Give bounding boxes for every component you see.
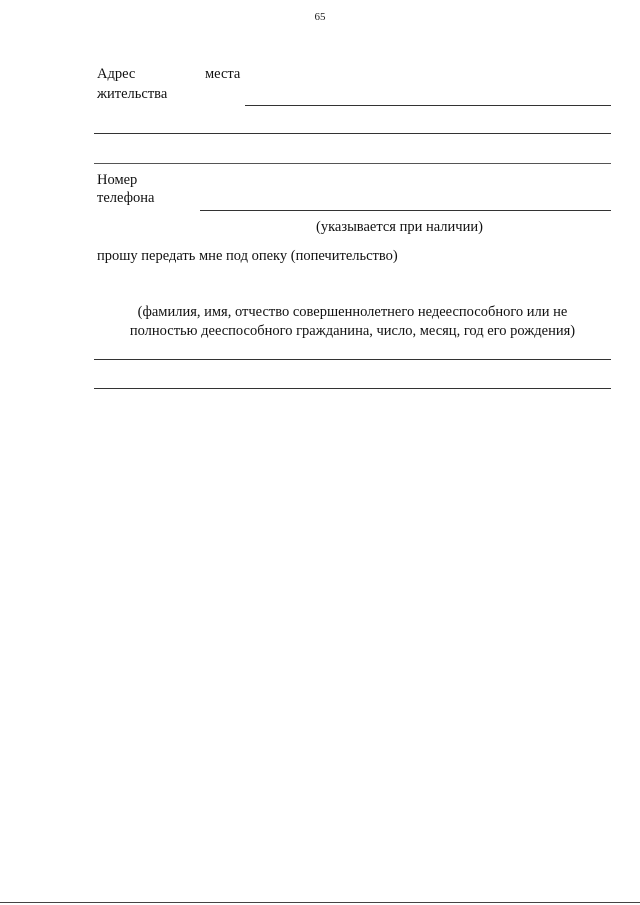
phone-label-line1: Номер (97, 172, 138, 188)
request-text: прошу передать мне под опеку (попечительство) (97, 248, 398, 264)
address-input-line-2[interactable] (94, 133, 611, 134)
address-label-word1: Адрес (97, 66, 136, 82)
phone-label-line2: телефона (97, 190, 155, 206)
phone-input-line[interactable] (200, 210, 611, 211)
address-label-word2: места (205, 66, 241, 82)
phone-hint: (указывается при наличии) (316, 219, 483, 235)
ward-caption-line2: полностью дееспособного гражданина, число, месяц, год его рождения) (129, 323, 576, 339)
ward-input-line-1[interactable] (94, 359, 611, 360)
address-input-line-3[interactable] (94, 163, 611, 164)
page-bottom-border (0, 902, 640, 903)
ward-input-line-2[interactable] (94, 388, 611, 389)
ward-caption (94, 303, 611, 341)
page-number: 65 (314, 11, 326, 23)
ward-caption-line1: (фамилия, имя, отчество совершеннолетнего недееспособного или не (137, 304, 568, 320)
address-input-line-1[interactable] (245, 105, 611, 106)
address-label-line2: жительства (97, 86, 168, 102)
